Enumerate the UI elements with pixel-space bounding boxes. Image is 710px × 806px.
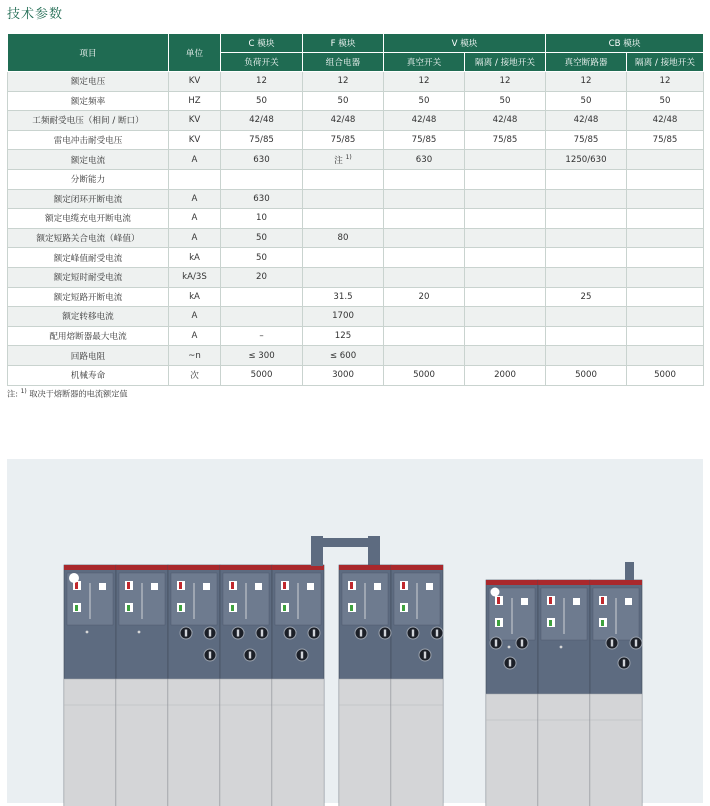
table-cell: 12: [465, 72, 546, 92]
switchgear-left-group: [64, 565, 324, 806]
table-cell: 42/48: [546, 111, 627, 131]
table-cell: 50: [221, 248, 303, 268]
table-cell: 5000: [221, 365, 303, 385]
row-label: 雷电冲击耐受电压: [8, 130, 169, 150]
table-cell: 25: [546, 287, 627, 307]
table-cell: ≤ 600: [303, 346, 384, 366]
table-cell: 5000: [384, 365, 465, 385]
table-cell: 12: [627, 72, 704, 92]
table-cell: 3000: [303, 365, 384, 385]
row-unit: KV: [169, 130, 221, 150]
footnote-mark: 1): [20, 388, 27, 395]
header-sub: 负荷开关: [221, 53, 303, 72]
header-module-f: F 模块: [303, 34, 384, 53]
table-cell: 42/48: [627, 111, 704, 131]
row-unit: A: [169, 228, 221, 248]
switchgear-middle-group: [339, 565, 443, 806]
row-label: 分断能力: [8, 169, 169, 189]
row-unit: KV: [169, 72, 221, 92]
row-label: 额定频率: [8, 91, 169, 111]
row-unit: A: [169, 150, 221, 170]
cabinet-unit: [538, 580, 590, 806]
cable-entry: [625, 562, 634, 580]
row-unit: kA: [169, 248, 221, 268]
table-cell: 2000: [465, 365, 546, 385]
table-cell: 50: [221, 91, 303, 111]
row-label: 额定短时耐受电流: [8, 267, 169, 287]
table-cell: 50: [546, 91, 627, 111]
table-cell: 12: [384, 72, 465, 92]
cabinet-unit: [168, 565, 220, 806]
row-label: 额定电压: [8, 72, 169, 92]
header-module-cb: CB 模块: [546, 34, 704, 53]
row-label: 配用熔断器最大电流: [8, 326, 169, 346]
table-cell: 75/85: [627, 130, 704, 150]
switchgear-right-group: [486, 562, 642, 806]
row-label: 额定转移电流: [8, 307, 169, 327]
row-unit: ~n: [169, 346, 221, 366]
table-cell: 50: [384, 91, 465, 111]
footnote-text: 取决于熔断器的电流额定值: [29, 388, 128, 399]
footnote-prefix: 注:: [7, 388, 18, 399]
header-module-v: V 模块: [384, 34, 546, 53]
table-cell: 50: [465, 91, 546, 111]
header-unit: 单位: [169, 34, 221, 72]
table-cell: 75/85: [221, 130, 303, 150]
table-cell: 12: [303, 72, 384, 92]
table-cell: 630: [221, 189, 303, 209]
table-cell: 5000: [627, 365, 704, 385]
table-cell: 630: [221, 150, 303, 170]
table-cell: 80: [303, 228, 384, 248]
row-unit: kA: [169, 287, 221, 307]
row-unit: kA/3S: [169, 267, 221, 287]
row-label: 工频耐受电压（相间 / 断口）: [8, 111, 169, 131]
row-label: 机械寿命: [8, 365, 169, 385]
cabinet-unit: [116, 565, 168, 806]
table-cell: 10: [221, 209, 303, 229]
table-cell: 50: [627, 91, 704, 111]
header-sub: 隔离 / 接地开关: [465, 53, 546, 72]
table-cell: 50: [303, 91, 384, 111]
table-cell: 75/85: [384, 130, 465, 150]
row-unit: A: [169, 209, 221, 229]
table-cell: 125: [303, 326, 384, 346]
row-label: 额定电流: [8, 150, 169, 170]
row-label: 额定短路开断电流: [8, 287, 169, 307]
table-cell: 42/48: [465, 111, 546, 131]
row-label: 回路电阻: [8, 346, 169, 366]
cabinet-unit: [64, 565, 116, 806]
row-label: 额定电缆充电开断电流: [8, 209, 169, 229]
table-cell: 75/85: [465, 130, 546, 150]
cabinet-unit: [339, 565, 391, 806]
row-unit: 次: [169, 365, 221, 385]
cabinet-unit: [220, 565, 272, 806]
section-title: 技术参数: [7, 7, 64, 22]
note-mark: 1): [345, 153, 352, 161]
cabinet-unit: [391, 565, 443, 806]
table-cell: 20: [384, 287, 465, 307]
table-cell: 31.5: [303, 287, 384, 307]
cabinet-unit: [486, 580, 538, 806]
header-sub: 组合电器: [303, 53, 384, 72]
header-module-c: C 模块: [221, 34, 303, 53]
table-cell: –: [221, 326, 303, 346]
row-unit: KV: [169, 111, 221, 131]
table-cell: 5000: [546, 365, 627, 385]
row-label: 额定闭环开断电流: [8, 189, 169, 209]
table-cell: 42/48: [303, 111, 384, 131]
header-item: 项目: [8, 34, 169, 72]
row-unit: HZ: [169, 91, 221, 111]
brand-logo-icon: [491, 588, 500, 597]
row-label: 额定峰值耐受电流: [8, 248, 169, 268]
busbar-connector: [311, 536, 380, 566]
table-cell: ≤ 300: [221, 346, 303, 366]
table-cell: 1250/630: [546, 150, 627, 170]
row-unit: A: [169, 326, 221, 346]
table-cell: 50: [221, 228, 303, 248]
brand-logo-icon: [69, 573, 79, 583]
table-cell: 75/85: [546, 130, 627, 150]
table-cell: 12: [546, 72, 627, 92]
row-unit: A: [169, 307, 221, 327]
table-cell: 42/48: [221, 111, 303, 131]
header-sub: 真空开关: [384, 53, 465, 72]
row-label: 额定短路关合电流（峰值）: [8, 228, 169, 248]
table-cell: 1700: [303, 307, 384, 327]
note-label: 注: [334, 155, 343, 166]
table-cell: 20: [221, 267, 303, 287]
table-cell: 630: [384, 150, 465, 170]
row-unit: A: [169, 189, 221, 209]
table-cell: 75/85: [303, 130, 384, 150]
table-cell: 42/48: [384, 111, 465, 131]
cabinet-unit: [590, 580, 642, 806]
header-sub: 隔离 / 接地开关: [627, 53, 704, 72]
table-cell: 12: [221, 72, 303, 92]
header-sub: 真空断路器: [546, 53, 627, 72]
cabinet-unit: [272, 565, 324, 806]
